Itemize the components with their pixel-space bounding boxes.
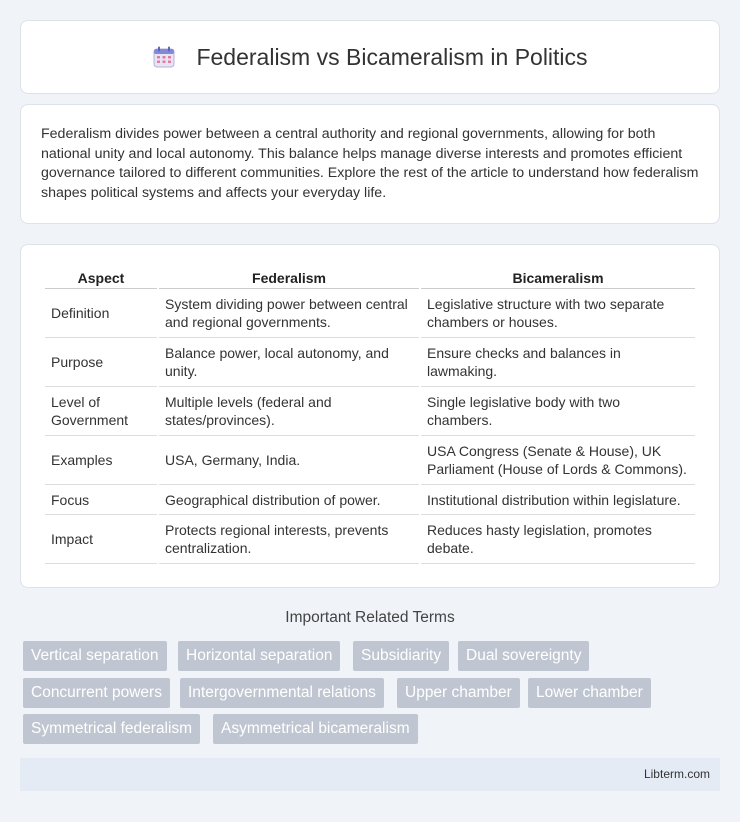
cell-bicameralism: Single legislative body with two chambers. [421, 387, 695, 436]
tag-concurrent-powers[interactable]: Concurrent powers [23, 678, 170, 708]
table-row [45, 289, 695, 338]
intro-card [20, 104, 720, 224]
cell-bicameralism: USA Congress (Senate & House), UK Parliament (House of Lords & Commons). [421, 436, 695, 485]
intro-text: Federalism divides power between a central authority and regional governments, allowing for both national unity and local autonomy. This balance helps manage diverse interests and promotes efficient governance tailored to different communities. Explore the rest of the article to understand how federalism shapes political systems and affects your everyday life. [41, 126, 699, 201]
tag-symmetrical-federalism[interactable]: Symmetrical federalism [23, 714, 200, 744]
cell-federalism: Geographical distribution of power. [159, 485, 419, 515]
tag-subsidiarity[interactable]: Subsidiarity [353, 641, 449, 671]
footer [20, 758, 720, 791]
cell-federalism: Balance power, local autonomy, and unity. [159, 338, 419, 387]
cell-federalism: System dividing power between central and regional governments. [159, 289, 419, 338]
table-row [45, 485, 695, 515]
cell-aspect: Impact [45, 515, 157, 564]
cell-federalism: Protects regional interests, prevents centralization. [159, 515, 419, 564]
tag-lower-chamber[interactable]: Lower chamber [528, 678, 651, 708]
cell-federalism: Multiple levels (federal and states/provinces). [159, 387, 419, 436]
cell-federalism: USA, Germany, India. [159, 436, 419, 485]
header-federalism: Federalism [159, 266, 419, 289]
tag-upper-chamber[interactable]: Upper chamber [397, 678, 520, 708]
cell-aspect: Focus [45, 485, 157, 515]
related-terms-title: Important Related Terms [285, 609, 455, 626]
cell-aspect: Definition [45, 289, 157, 338]
cell-aspect: Examples [45, 436, 157, 485]
cell-bicameralism: Ensure checks and balances in lawmaking. [421, 338, 695, 387]
footer-site-link[interactable]: Libterm.com [643, 767, 710, 781]
tag-asymmetrical-bicameralism[interactable]: Asymmetrical bicameralism [213, 714, 418, 744]
cell-bicameralism: Legislative structure with two separate chambers or houses. [421, 289, 695, 338]
tag-vertical-separation[interactable]: Vertical separation [23, 641, 167, 671]
title-card [20, 20, 720, 94]
tag-dual-sovereignty[interactable]: Dual sovereignty [458, 641, 589, 671]
comparison-card [20, 244, 720, 588]
calendar-icon [152, 45, 176, 69]
header-aspect: Aspect [45, 266, 157, 289]
comparison-table [43, 266, 697, 564]
cell-bicameralism: Institutional distribution within legislature. [421, 485, 695, 515]
cell-bicameralism: Reduces hasty legislation, promotes debate. [421, 515, 695, 564]
cell-aspect: Level of Government [45, 387, 157, 436]
table-row [45, 436, 695, 485]
table-row [45, 338, 695, 387]
page-title: Federalism vs Bicameralism in Politics [196, 43, 588, 70]
table-header-row [45, 266, 695, 289]
tag-horizontal-separation[interactable]: Horizontal separation [178, 641, 340, 671]
table-row [45, 515, 695, 564]
table-row [45, 387, 695, 436]
header-bicameralism: Bicameralism [421, 266, 695, 289]
tag-intergovernmental-relations[interactable]: Intergovernmental relations [180, 678, 384, 708]
cell-aspect: Purpose [45, 338, 157, 387]
